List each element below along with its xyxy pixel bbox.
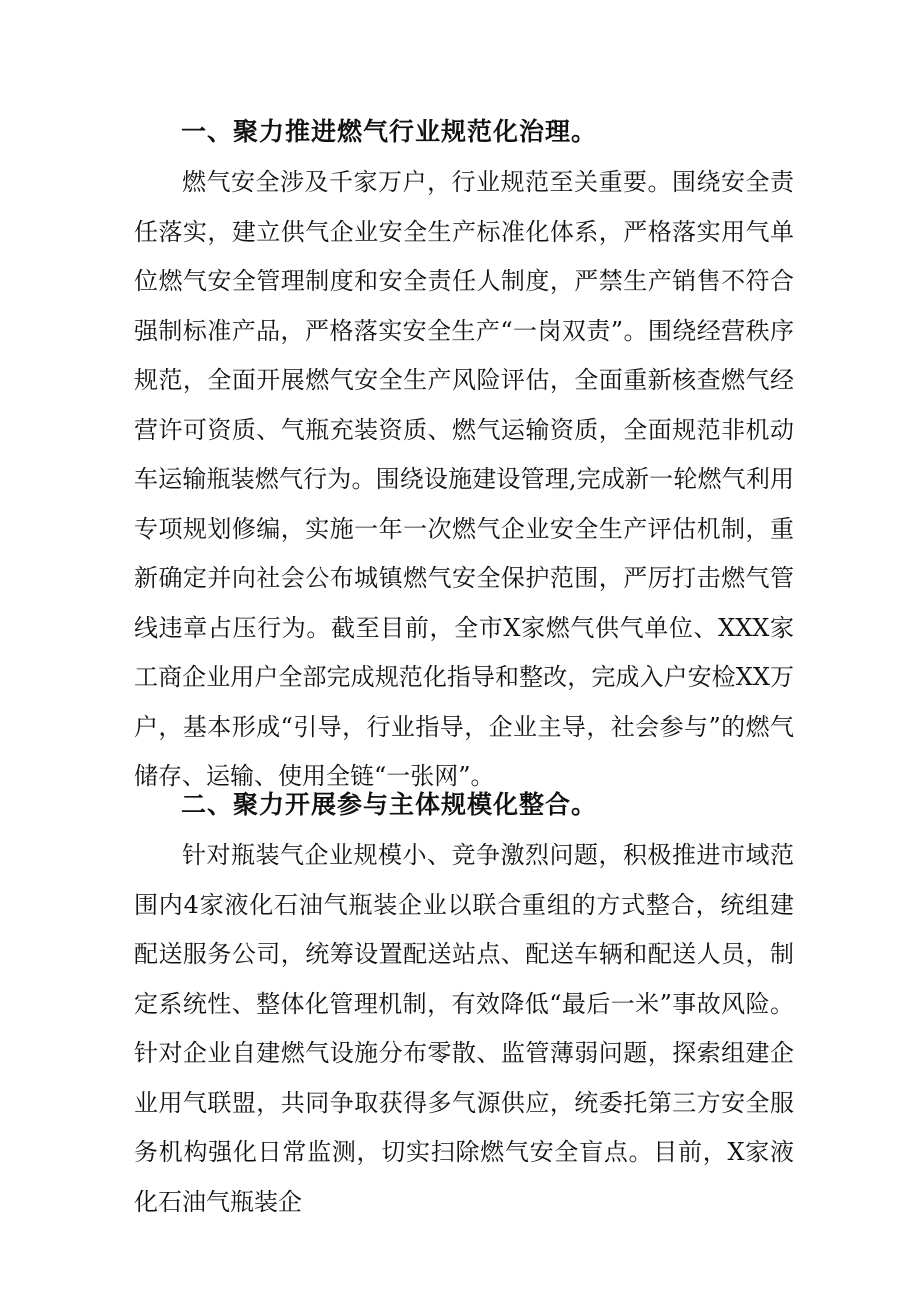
section-heading-1: 一、聚力推进燃气行业规范化治理。 <box>181 117 598 146</box>
section-paragraph-1: 燃气安全涉及千家万户，行业规范至关重要。围绕安全责任落实，建立供气企业安全生产标准化体系，严格落实用气单位燃气安全管理制度和安全责任人制度，严禁生产销售不符合强制标准产品，严格落实安全生产“一岗双责”。围绕经营秩序规范，全面开展燃气安全生产风险评估，全面重新核查燃气经营许可资质、气瓶充装资质、燃气运输资质，全面规范非机动车运输瓶装燃气行为。围绕设施建设管理,完成新一轮燃气利用专项规划修编，实施一年一次燃气企业安全生产评估机制，重新确定并向社会公布城镇燃气安全保护范围，严厉打击燃气管线违章占压行为。截至目前，全市X家燃气供气单位、XXX家工商企业用户全部完成规范化指导和整改，完成入户安检XX万户，基本形成“引导，行业指导，企业主导，社会参与”的燃气储存、运输、使用全链“一张网”。 <box>134 168 794 790</box>
section-heading-2: 二、聚力开展参与主体规模化整合。 <box>181 790 598 819</box>
section-paragraph-2: 针对瓶装气企业规模小、竞争激烈问题，积极推进市域范围内4家液化石油气瓶装企业以联合重组的方式整合，统组建配送服务公司，统筹设置配送站点、配送车辆和配送人员，制定系统性、整体化管理机制，有效降低“最后一米”事故风险。针对企业自建燃气设施分布零散、监管薄弱问题，探索组建企业用气联盟，共同争取获得多气源供应，统委托第三方安全服务机构强化日常监测，切实扫除燃气安全盲点。目前，X家液化石油气瓶装企 <box>134 841 794 1216</box>
